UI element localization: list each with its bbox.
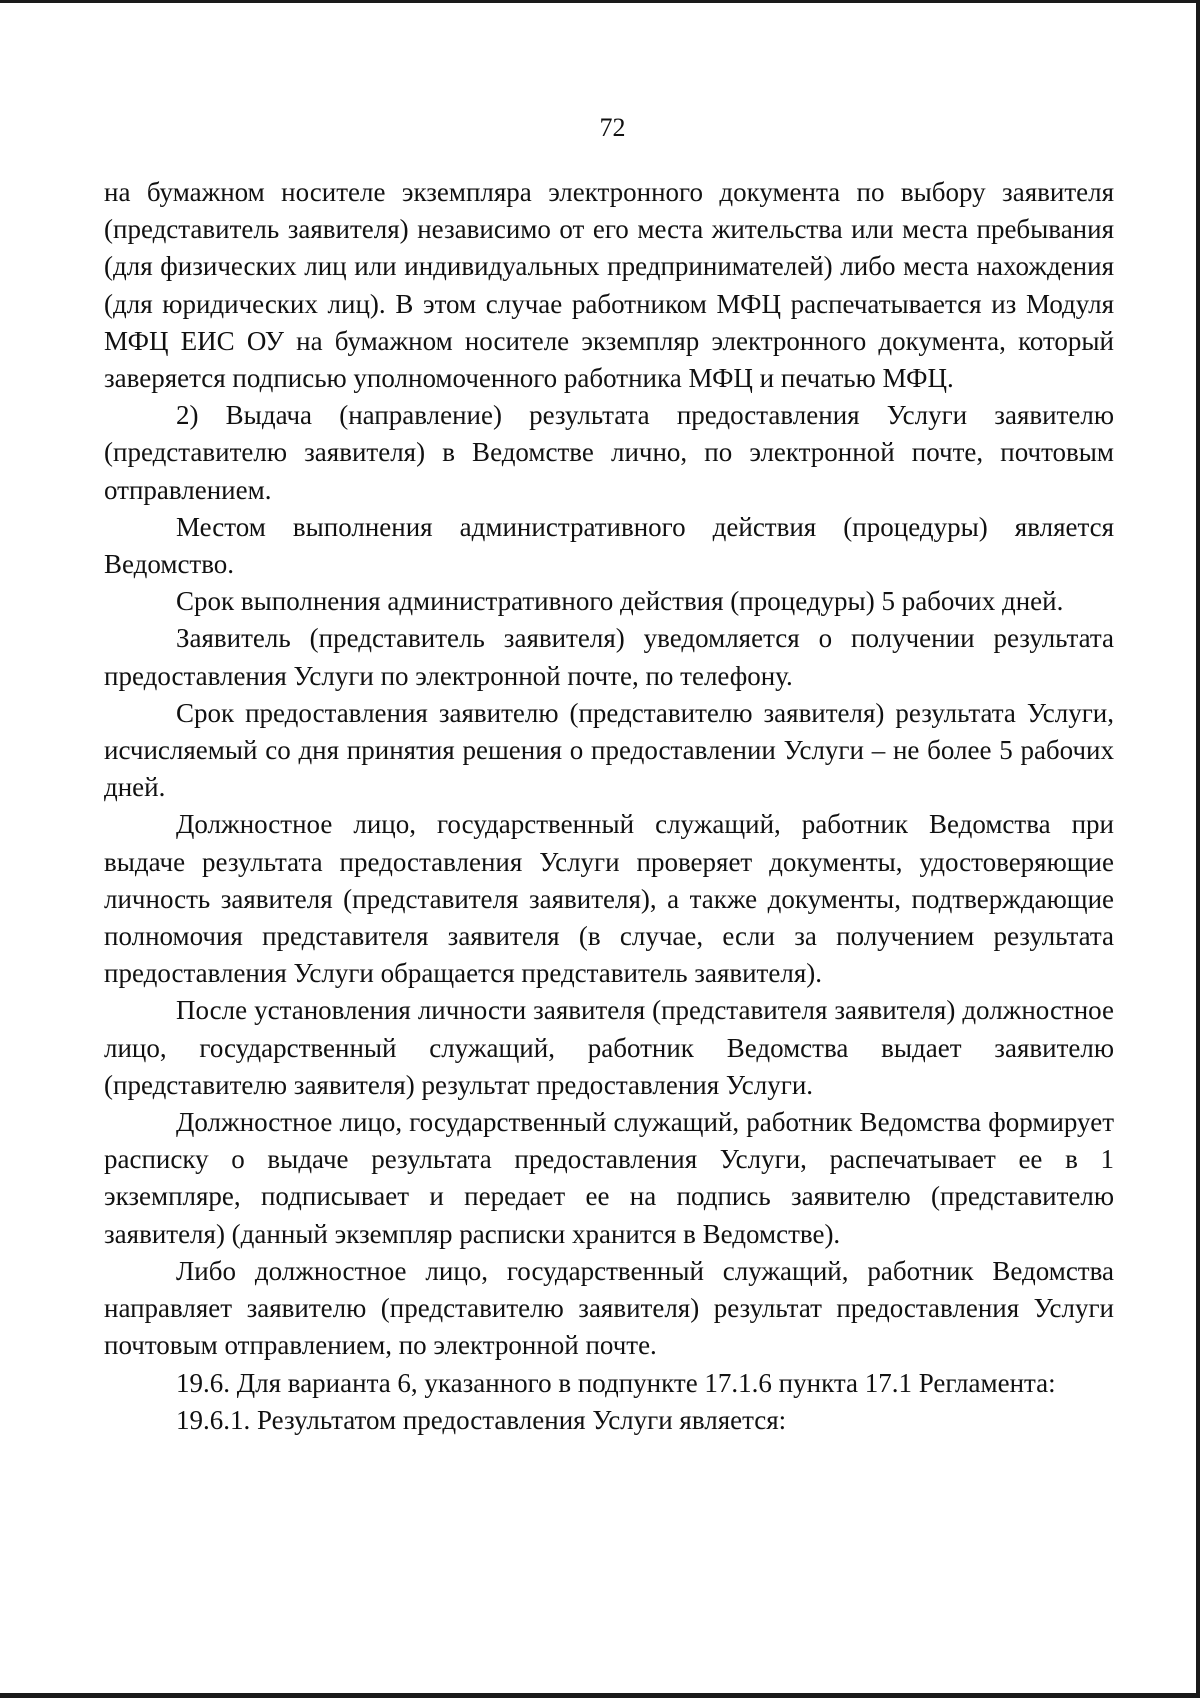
paragraph-term: Срок выполнения административного действия (процедуры) 5 рабочих дней. (176, 586, 1064, 617)
paragraph-continuation: на бумажном носителе экземпляра электронного документа по выбору заявителя (представитель заявителя) независимо от его места жительства или места пребывания (для физических лиц или индивидуальных предпринимателей) либо места нахождения (для юридических лиц). В этом случае работником МФЦ распечатывается из Модуля МФЦ ЕИС ОУ на бумажном носителе экземпляр электронного документа, который заверяется подписью уполномоченного работника МФЦ и печатью МФЦ. (104, 177, 1114, 394)
paragraph-identity-check: Должностное лицо, государственный служащий, работник Ведомства при выдаче результата предоставления Услуги проверяет документы, удостоверяющие личность заявителя (представителя заявителя), а также документы, подтверждающие полномочия представителя заявителя (в случае, если за получением результата предоставления Услуги обращается представитель заявителя). (104, 809, 1114, 989)
paragraph-item-2: 2) Выдача (направление) результата предоставления Услуги заявителю (представителю заявителя) в Ведомстве лично, по электронной почте, почтовым отправлением. (104, 400, 1114, 505)
paragraph-section-19-6: 19.6. Для варианта 6, указанного в подпункте 17.1.6 пункта 17.1 Регламента: (176, 1367, 1056, 1398)
paragraph-place: Местом выполнения административного действия (процедуры) является Ведомство. (104, 511, 1114, 580)
scan-edge-top (0, 0, 1200, 3)
page-number: 72 (599, 113, 626, 142)
paragraph-mail-delivery: Либо должностное лицо, государственный служащий, работник Ведомства направляет заявителю (представителю заявителя) результат предоставления Услуги почтовым отправлением, по электронной почте. (104, 1255, 1114, 1361)
paragraph-receipt: Должностное лицо, государственный служащий, работник Ведомства формирует расписку о выдаче результата предоставления Услуги, распечатывает ее в 1 экземпляре, подписывает и передает ее на подпись заявителю (представителю заявителя) (данный экземпляр расписки хранится в Ведомстве). (104, 1107, 1114, 1249)
scan-edge-bottom (0, 1693, 1200, 1698)
paragraph-notification: Заявитель (представитель заявителя) уведомляется о получении результата предоставления Услуги по электронной почте, по телефону. (104, 623, 1114, 691)
paragraph-service-term: Срок предоставления заявителю (представителю заявителя) результата Услуги, исчисляемый со дня принятия решения о предоставлении Услуги – не более 5 рабочих дней. (104, 697, 1114, 803)
document-body (104, 174, 1114, 1439)
paragraph-issue-result: После установления личности заявителя (представителя заявителя) должностное лицо, государственный служащий, работник Ведомства выдает заявителю (представителю заявителя) результат предоставления Услуги. (104, 995, 1114, 1100)
scan-edge-right (1196, 0, 1200, 1698)
paragraph-section-19-6-1: 19.6.1. Результатом предоставления Услуги является: (176, 1404, 787, 1435)
